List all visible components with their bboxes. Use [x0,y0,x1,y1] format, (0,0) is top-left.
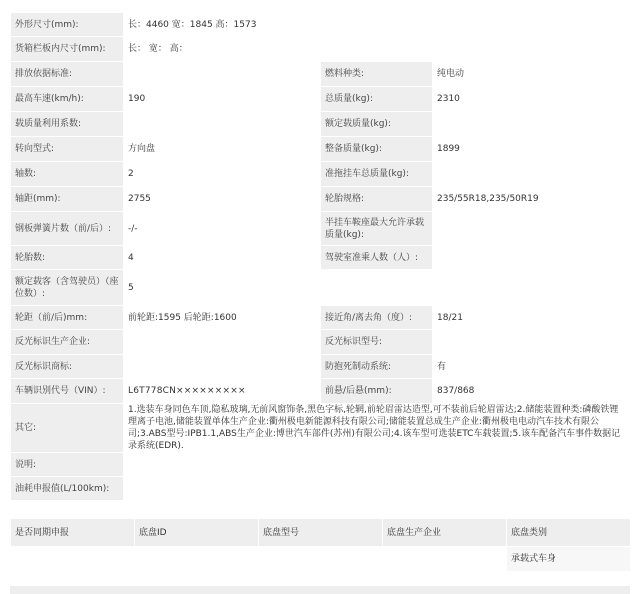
spec-value: 837/868 [433,379,631,404]
chassis-value-category: 承载式车身 [507,547,631,572]
spec-label: 载质量利用系数: [11,112,124,137]
spec-label: 排放依据标准: [11,62,124,87]
spec-row [11,13,631,37]
spec-value: 4 [124,246,321,270]
spec-label: 油耗申报值(L/100km): [11,477,124,501]
spec-row [11,355,631,379]
spec-label: 半挂车鞍座最大允许承载质量(kg): [321,212,433,246]
spec-value [433,330,631,355]
spec-label: 燃料种类: [321,62,433,87]
spec-label: 其它: [11,404,124,453]
spec-value: -/- [124,212,321,246]
spec-row [11,212,631,246]
spec-row [11,246,631,270]
vin-value: L6T778CN××××××××× [124,379,321,404]
chassis-value-row [11,547,631,572]
spec-value: 235/55R18,235/50R19 [433,187,631,212]
chassis-header-id: 底盘ID [135,519,259,547]
spec-label: 最高车速(km/h): [11,87,124,112]
spec-label: 额定载质量(kg): [321,112,433,137]
spec-row [11,62,631,87]
spec-value [433,246,631,270]
spec-row [11,404,631,453]
spec-row [11,87,631,112]
chassis-value-model [259,547,383,572]
spec-value [433,162,631,187]
spec-value [124,62,321,87]
spec-label: 轮胎规格: [321,187,433,212]
spec-value: 前轮距:1595 后轮距:1600 [124,306,321,330]
chassis-value-concurrent [11,547,135,572]
spec-row [11,453,631,477]
spec-label: 轴距(mm): [11,187,124,212]
spec-label: 钢板弹簧片数（前/后）: [11,212,124,246]
spec-row [11,112,631,137]
spec-label: 车辆识别代号（VIN）: [11,379,124,404]
spec-row [11,37,631,62]
spec-row [11,477,631,501]
spec-value: 5 [124,270,631,306]
spec-label: 反光标识商标: [11,355,124,379]
chassis-header-concurrent: 是否同期申报 [11,519,135,547]
spec-label: 轮胎数: [11,246,124,270]
spec-label: 总质量(kg): [321,87,433,112]
spec-label: 防抱死制动系统: [321,355,433,379]
spec-label: 额定载客（含驾驶员）（座位数）: [11,270,124,306]
spec-label: 货箱栏板内尺寸(mm): [11,37,124,62]
chassis-value-id [135,547,259,572]
spec-value [124,453,631,477]
spec-value: 长：4460 宽：1845 高：1573 [124,13,631,37]
spec-label: 反光标识生产企业: [11,330,124,355]
spec-value [433,212,631,246]
spec-value: 1899 [433,137,631,162]
spec-value: 方向盘 [124,137,321,162]
spec-row [11,162,631,187]
spec-row [11,137,631,162]
spec-value: 有 [433,355,631,379]
spec-row [11,330,631,355]
spec-label: 转向型式: [11,137,124,162]
spec-label: 驾驶室准乘人数（人）: [321,246,433,270]
spec-row [11,270,631,306]
spec-label: 轴数: [11,162,124,187]
spec-value: 长： 宽： 高： [124,37,631,62]
spec-value [124,355,321,379]
spec-value [124,477,631,501]
chassis-header-row [11,519,631,547]
spec-value [124,330,321,355]
vehicle-spec-table [10,12,631,501]
spec-value: 2 [124,162,321,187]
spec-value: 190 [124,87,321,112]
chassis-table [10,518,631,572]
next-section-bar [10,586,630,594]
other-notes-value: 1.选装车身同色车顶,隐私玻璃,无前风窗饰条,黑色字标,轮辋,前轮眉雷达造型,可不装前后轮眉雷达;2.储能装置种类:磷酸铁锂理离子电池,储能装置单体生产企业:衢州极电新能源科技有限公司;储能装置总成生产企业:衢州极电电动汽车技术有限公司;3.ABS型号:IPB1.1,ABS生产企业:博世汽车部件(苏州)有限公司;4.该车型可选装ETC车载装置;5.该车配备汽车事件数据记录系统(EDR). [124,404,631,453]
spec-label: 说明: [11,453,124,477]
spec-value: 18/21 [433,306,631,330]
spec-value [124,112,321,137]
spec-value [433,112,631,137]
spec-value: 2310 [433,87,631,112]
spec-label: 轮距（前/后)mm: [11,306,124,330]
chassis-header-model: 底盘型号 [259,519,383,547]
spec-row [11,306,631,330]
spec-value: 2755 [124,187,321,212]
spec-row [11,379,631,404]
chassis-header-category: 底盘类别 [507,519,631,547]
spec-label: 反光标识型号: [321,330,433,355]
spec-value: 纯电动 [433,62,631,87]
spec-label: 外形尺寸(mm): [11,13,124,37]
chassis-header-manufacturer: 底盘生产企业 [383,519,507,547]
spec-label: 准拖挂车总质量(kg): [321,162,433,187]
spec-label: 接近角/离去角（度）: [321,306,433,330]
spec-label: 前悬/后悬(mm): [321,379,433,404]
chassis-value-manufacturer [383,547,507,572]
spec-label: 整备质量(kg): [321,137,433,162]
spec-row [11,187,631,212]
